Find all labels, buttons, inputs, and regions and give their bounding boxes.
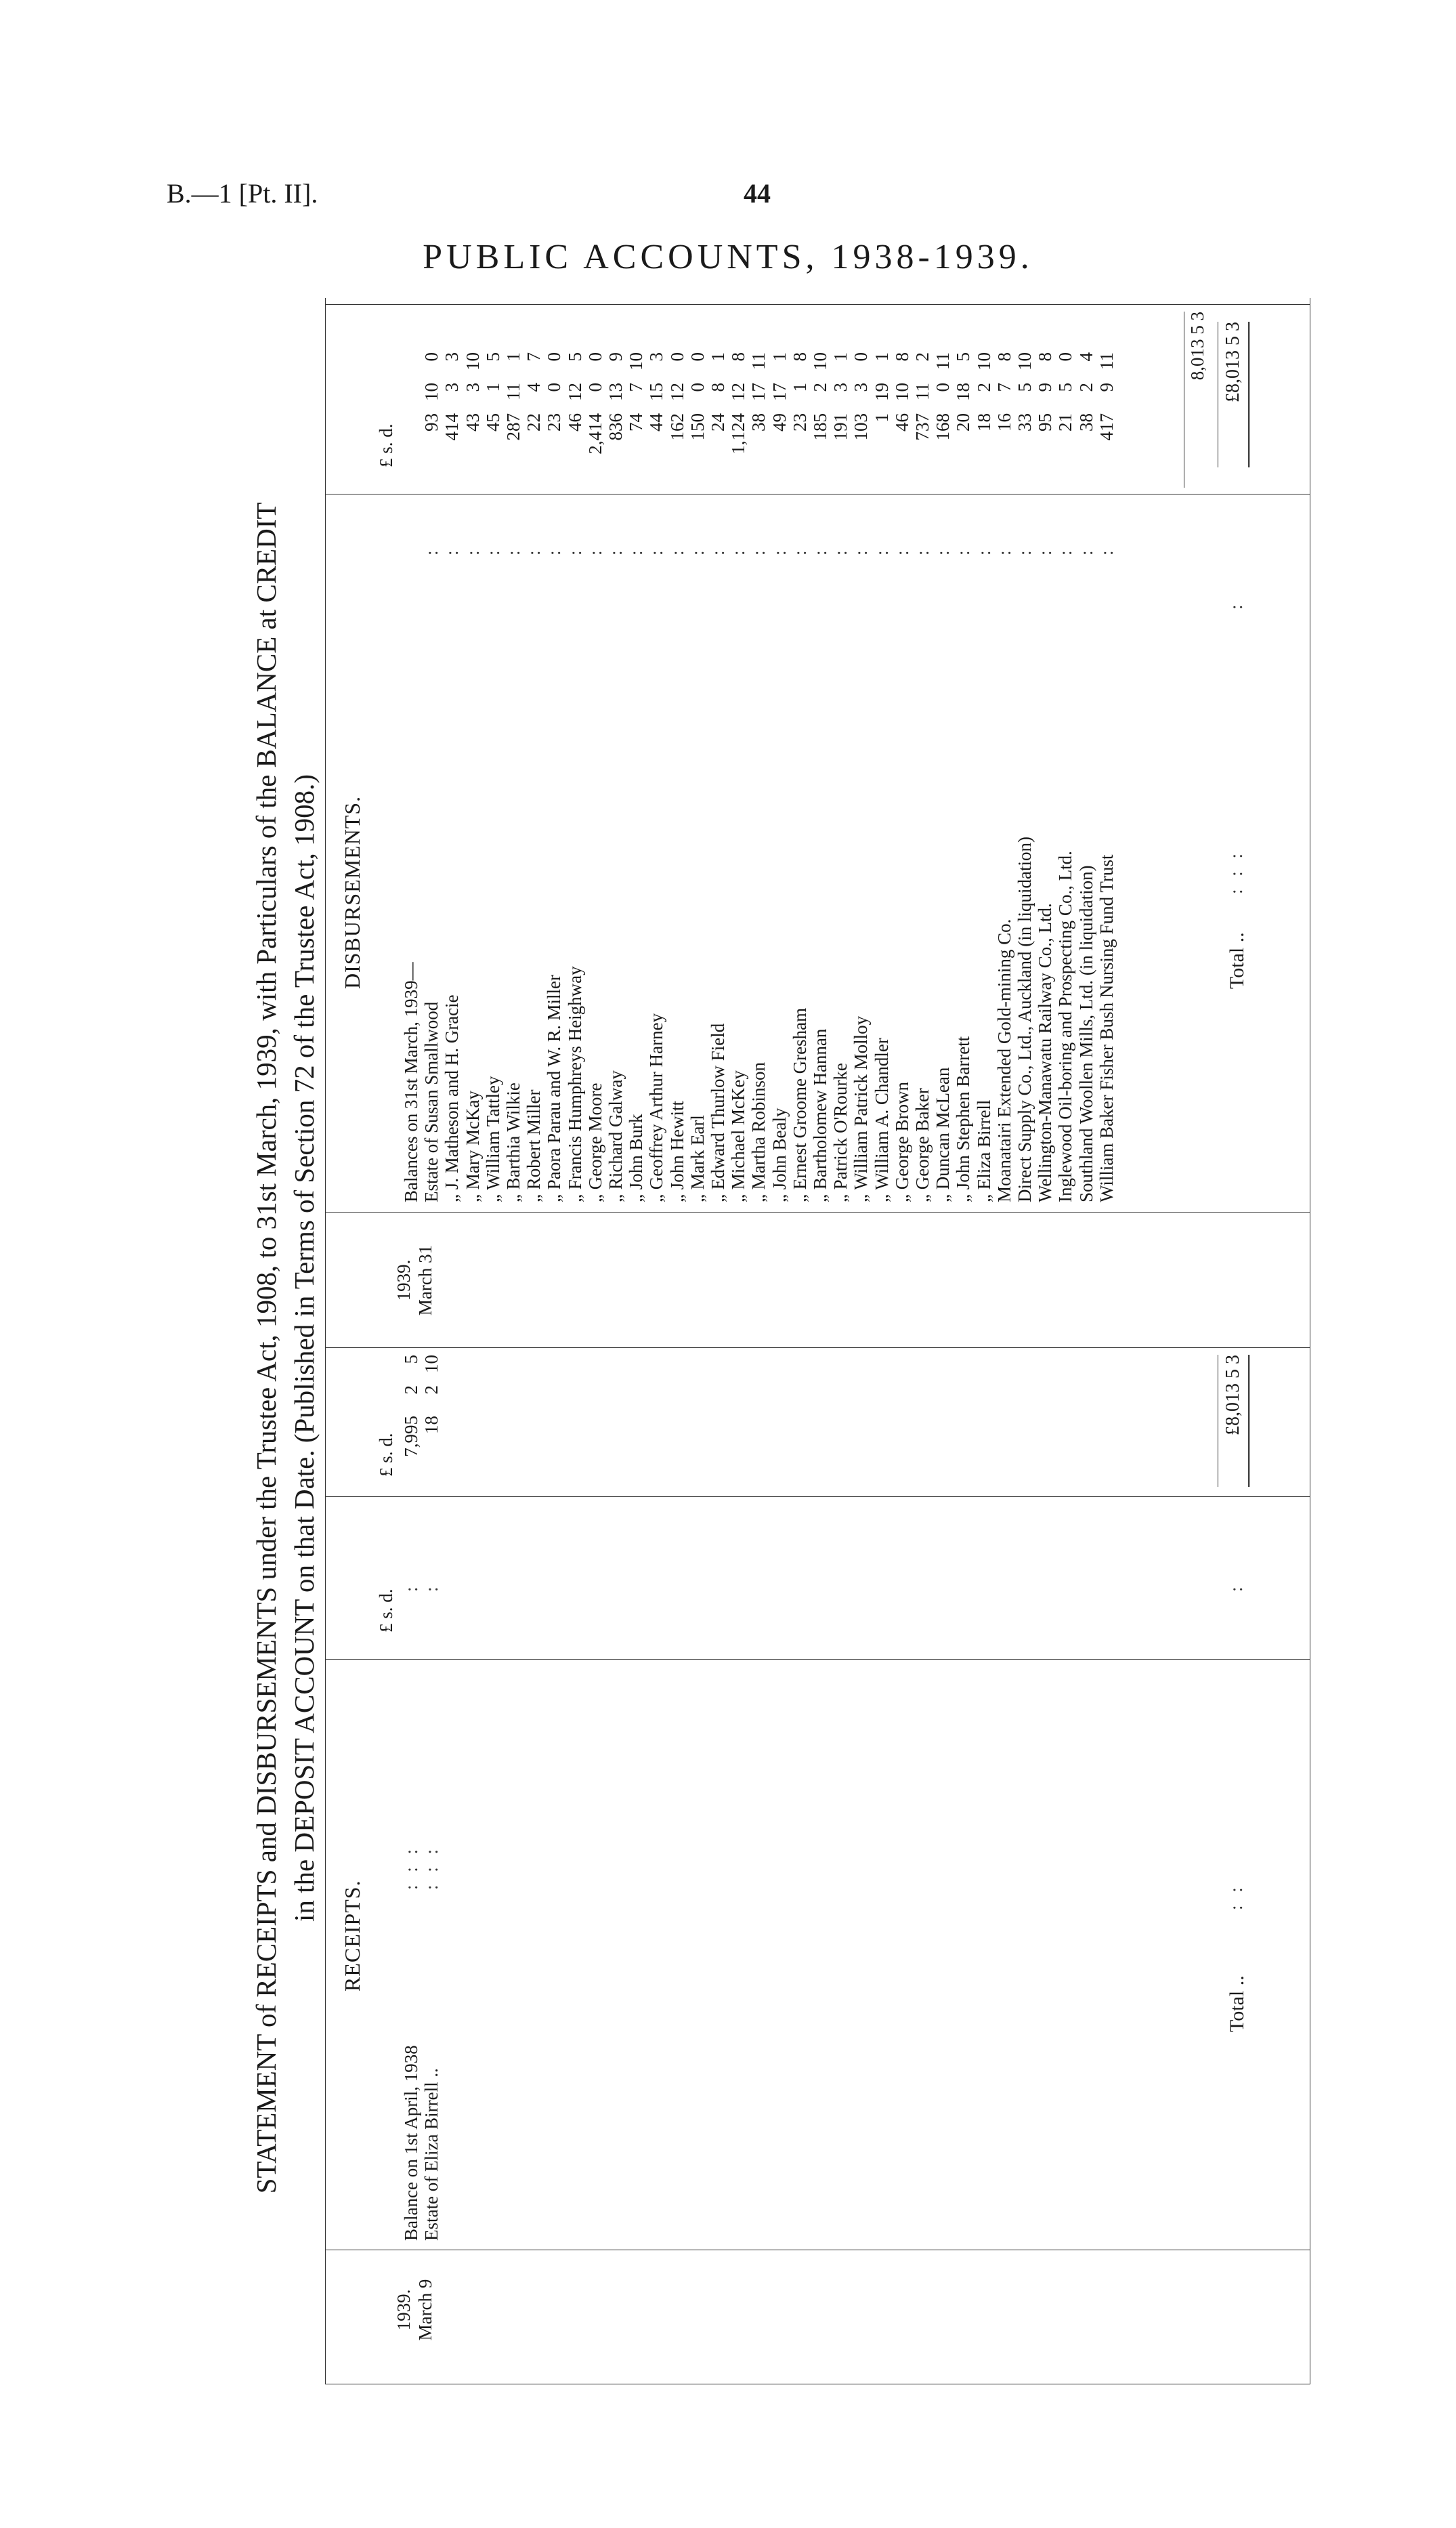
disbursement-row-label: „ John Hewitt [666, 1101, 687, 1202]
disbursement-pounds: 20 [953, 413, 974, 431]
disbursement-pounds: 93 [421, 413, 442, 431]
leader-dots: : [973, 546, 994, 555]
disbursement-shillings: 5 [1014, 383, 1035, 392]
leader-dots: : : : [401, 1845, 421, 1890]
accounts-table [325, 298, 1310, 2384]
leader-dots: : [605, 546, 626, 555]
receipt-pence: 10 [421, 1355, 442, 1373]
leader-dots: : : : [421, 1845, 442, 1890]
disbursement-pounds: 22 [523, 413, 544, 431]
disbursement-shillings: 9 [1096, 383, 1117, 392]
disbursement-pounds: 103 [851, 413, 872, 441]
disbursement-shillings: 2 [810, 383, 830, 392]
leader-dots: : [687, 546, 708, 555]
disbursement-pence: 10 [973, 352, 994, 371]
leader-dots: : : [1226, 1883, 1246, 1910]
disbursement-shillings: 12 [728, 383, 749, 401]
disbursement-row-label: „ Richard Galway [605, 1070, 626, 1202]
disbursement-pounds: 191 [830, 413, 851, 441]
receipts-total-label: Total .. [1226, 1975, 1248, 2032]
leader-dots: : [401, 1582, 421, 1592]
disbursement-pence: 1 [769, 352, 790, 362]
disbursement-pounds: 24 [708, 413, 728, 431]
disbursement-row-label: „ Ernest Groome Gresham [789, 1007, 810, 1202]
leader-dots: : [1035, 546, 1056, 555]
disbursement-pence: 1 [830, 352, 851, 362]
disbursement-shillings: 8 [708, 383, 728, 392]
receipt-row-label: Balance on 1st April, 1938 [401, 2045, 421, 2241]
disbursement-pounds: 150 [687, 413, 708, 441]
disbursement-shillings: 1 [789, 383, 810, 392]
disbursement-pence: 5 [482, 352, 503, 362]
leader-dots: : : : [1226, 849, 1246, 894]
rule [325, 1659, 1310, 1660]
disbursement-pounds: 44 [646, 413, 667, 431]
disbursement-shillings: 7 [993, 383, 1014, 392]
disbursement-pounds: 836 [605, 413, 626, 441]
disbursement-pounds: 168 [933, 413, 954, 441]
leader-dots: : [564, 546, 585, 555]
disbursement-shillings: 11 [912, 383, 933, 400]
disbursement-pounds: 21 [1055, 413, 1076, 431]
disbursement-row-label: „ J. Matheson and H. Gracie [442, 994, 463, 1202]
statement-heading [247, 298, 323, 2398]
disbursement-pounds: 46 [564, 413, 585, 431]
disbursement-pence: 10 [462, 352, 483, 371]
disbursement-pence: 1 [503, 352, 523, 362]
disbursement-row-label: Balances on 31st March, 1939— [401, 962, 421, 1202]
disbursements-subtotal: 8,013 5 3 [1184, 312, 1207, 488]
leader-dots: : [748, 546, 769, 555]
disbursement-pence: 3 [646, 352, 667, 362]
disbursement-pence: 0 [851, 352, 872, 362]
disbursement-pounds: 185 [810, 413, 830, 441]
disbursement-row-label: „ Mary McKay [462, 1091, 483, 1202]
page-title: PUBLIC ACCOUNTS, 1938-1939. [423, 238, 1033, 276]
disbursement-pounds: 38 [748, 413, 769, 431]
receipts-heading: RECEIPTS. [340, 1880, 364, 1992]
leader-dots: : [851, 546, 872, 555]
disbursement-shillings: 3 [830, 383, 851, 392]
disbursement-row-label: Direct Supply Co., Ltd., Auckland (in liquidation) [1014, 837, 1035, 1202]
disbursement-shillings: 7 [626, 383, 647, 392]
disbursements-date-year: 1939. [393, 1259, 414, 1301]
disbursement-row-label: „ Mark Earl [687, 1115, 708, 1202]
disbursement-pounds: 417 [1096, 413, 1117, 441]
disbursement-pence: 0 [584, 352, 605, 362]
statement-line-1: STATEMENT of RECEIPTS and DISBURSEMENTS under the Trustee Act, 1908, to 31st March, 1939, with Particulars of the BALANCE at CREDIT [251, 502, 282, 2194]
disbursement-shillings: 0 [933, 383, 954, 392]
leader-dots: : [482, 546, 503, 555]
receipts-date-year: 1939. [393, 2289, 414, 2331]
receipt-shillings: 2 [401, 1385, 421, 1395]
disbursement-shillings: 12 [666, 383, 687, 401]
leader-dots: : [708, 546, 728, 555]
disbursement-pounds: 49 [769, 413, 790, 431]
page-number: 44 [744, 178, 771, 209]
leader-dots: : [993, 546, 1014, 555]
rule [325, 304, 1310, 305]
leader-dots: : [421, 1582, 442, 1592]
receipt-pounds: 18 [421, 1416, 442, 1434]
disbursement-shillings: 17 [769, 383, 790, 401]
disbursement-pence: 8 [891, 352, 912, 362]
disbursement-pounds: 33 [1014, 413, 1035, 431]
disbursement-shillings: 3 [462, 383, 483, 392]
receipts-inner-lsd-header: £ s. d. [376, 1588, 396, 1632]
receipt-pence: 5 [401, 1355, 421, 1364]
disbursement-shillings: 1 [482, 383, 503, 392]
disbursement-pounds: 18 [973, 413, 994, 431]
leader-dots: : [1226, 1582, 1246, 1592]
disbursement-pence: 8 [789, 352, 810, 362]
leader-dots: : [891, 546, 912, 555]
disbursement-pounds: 162 [666, 413, 687, 441]
disbursement-pence: 2 [912, 352, 933, 362]
disbursement-row-label: „ John Stephen Barrett [953, 1036, 974, 1202]
disbursement-pounds: 414 [442, 413, 463, 441]
disbursement-pence: 10 [1014, 352, 1035, 371]
leader-dots: : [912, 546, 933, 555]
disbursements-date-day: March 31 [415, 1244, 435, 1316]
leader-dots: : [1014, 546, 1035, 555]
disbursement-pence: 8 [993, 352, 1014, 362]
rotated-statement [247, 298, 1392, 2398]
disbursement-shillings: 18 [953, 383, 974, 401]
receipts-lsd-header: £ s. d. [376, 1433, 396, 1477]
disbursement-shillings: 12 [564, 383, 585, 401]
disbursement-pounds: 737 [912, 413, 933, 441]
disbursement-pounds: 16 [993, 413, 1014, 431]
rule [325, 1347, 1310, 1348]
disbursement-pounds: 46 [891, 413, 912, 431]
disbursement-shillings: 11 [503, 383, 523, 400]
leader-dots: : [544, 546, 565, 555]
receipt-row-label: Estate of Eliza Birrell .. [421, 2068, 442, 2241]
disbursement-pounds: 45 [482, 413, 503, 431]
disbursement-pounds: 23 [544, 413, 565, 431]
disbursement-shillings: 15 [646, 383, 667, 401]
disbursement-shillings: 19 [871, 383, 892, 401]
disbursement-row-label: „ George Brown [891, 1082, 912, 1202]
disbursement-shillings: 0 [584, 383, 605, 392]
disbursement-row-label: Moanatairi Extended Gold-mining Co. [993, 919, 1014, 1202]
disbursement-shillings: 0 [687, 383, 708, 392]
disbursement-pence: 0 [666, 352, 687, 362]
receipt-pounds: 7,995 [401, 1416, 421, 1457]
disbursement-row-label: Inglewood Oil-boring and Prospecting Co., Ltd. [1055, 851, 1076, 1202]
receipts-total: £8,013 5 3 [1218, 1355, 1250, 1487]
disbursement-row-label: Southland Woollen Mills, Ltd. (in liquidation) [1075, 865, 1096, 1202]
leader-dots: : [810, 546, 830, 555]
leader-dots: : [1075, 546, 1096, 555]
disbursement-pounds: 74 [626, 413, 647, 431]
disbursement-row-label: Wellington-Manawatu Railway Co., Ltd. [1035, 903, 1056, 1202]
disbursement-row-label: „ William Patrick Molloy [851, 1015, 872, 1202]
disbursement-row-label: William Baker Fisher Bush Nursing Fund Trust [1096, 854, 1117, 1202]
disbursement-shillings: 3 [442, 383, 463, 392]
disbursements-total: £8,013 5 3 [1218, 322, 1250, 467]
disbursements-lsd-header: £ s. d. [376, 423, 396, 467]
disbursement-shillings: 4 [523, 383, 544, 392]
disbursement-pence: 1 [708, 352, 728, 362]
disbursement-pence: 11 [933, 352, 954, 370]
disbursement-pence: 7 [523, 352, 544, 362]
receipt-shillings: 2 [421, 1385, 442, 1395]
disbursement-row-label: „ George Baker [912, 1088, 933, 1202]
disbursement-pence: 10 [810, 352, 830, 371]
disbursement-row-label: „ Francis Humphreys Heighway [564, 966, 585, 1202]
disbursement-shillings: 0 [544, 383, 565, 392]
leader-dots: : [728, 546, 749, 555]
disbursement-pence: 0 [421, 352, 442, 362]
disbursement-row-label: „ Duncan McLean [933, 1067, 954, 1202]
disbursement-pence: 8 [728, 352, 749, 362]
statement-line-2: in the DEPOSIT ACCOUNT on that Date. (Published in Terms of Section 72 of the Trustee Act, 1908.) [288, 774, 320, 1922]
disbursement-pence: 0 [544, 352, 565, 362]
leader-dots: : [626, 546, 647, 555]
disbursements-heading: DISBURSEMENTS. [340, 795, 364, 989]
leader-dots: : [789, 546, 810, 555]
document-reference: B.—1 [Pt. II]. [167, 178, 318, 209]
disbursement-pence: 10 [626, 352, 647, 371]
disbursements-total-label: Total .. [1226, 932, 1248, 989]
disbursement-row-label: „ John Burk [626, 1114, 647, 1202]
leader-dots: : [830, 546, 851, 555]
table-top-rule [325, 298, 326, 2384]
disbursement-pounds: 287 [503, 413, 523, 441]
leader-dots: : [666, 546, 687, 555]
disbursement-row-label: „ Edward Thurlow Field [708, 1023, 728, 1202]
disbursement-row-label: Estate of Susan Smallwood [421, 1001, 442, 1202]
disbursement-row-label: „ George Moore [584, 1082, 605, 1202]
disbursement-row-label: „ Paora Parau and W. R. Miller [544, 975, 565, 1202]
leader-dots: : [953, 546, 974, 555]
disbursement-pounds: 38 [1075, 413, 1096, 431]
disbursement-row-label: „ Martha Robinson [748, 1062, 769, 1202]
leader-dots: : [462, 546, 483, 555]
disbursement-shillings: 3 [851, 383, 872, 392]
disbursement-row-label: „ Bartholomew Hannan [810, 1028, 830, 1202]
disbursement-row-label: „ William Tattley [482, 1076, 503, 1202]
disbursement-shillings: 2 [1075, 383, 1096, 392]
disbursement-row-label: „ John Bealy [769, 1108, 790, 1202]
disbursement-pounds: 23 [789, 413, 810, 431]
disbursement-pence: 5 [953, 352, 974, 362]
disbursement-pounds: 2,414 [584, 413, 605, 455]
leader-dots: : [646, 546, 667, 555]
leader-dots: : [523, 546, 544, 555]
leader-dots: : [871, 546, 892, 555]
disbursement-shillings: 5 [1055, 383, 1076, 392]
disbursement-shillings: 17 [748, 383, 769, 401]
leader-dots: : [933, 546, 954, 555]
leader-dots: : [1055, 546, 1076, 555]
disbursement-pence: 4 [1075, 352, 1096, 362]
disbursement-shillings: 9 [1035, 383, 1056, 392]
disbursement-pence: 8 [1035, 352, 1056, 362]
leader-dots: : [769, 546, 790, 555]
disbursement-row-label: „ Michael McKey [728, 1070, 749, 1202]
disbursement-pence: 11 [1096, 352, 1117, 370]
disbursement-pounds: 1,124 [728, 413, 749, 455]
disbursement-shillings: 10 [421, 383, 442, 401]
disbursement-pence: 1 [871, 352, 892, 362]
disbursement-pence: 5 [564, 352, 585, 362]
leader-dots: : [421, 546, 442, 555]
disbursement-row-label: „ William A. Chandler [871, 1038, 892, 1202]
disbursement-row-label: „ Patrick O'Rourke [830, 1063, 851, 1202]
rule [325, 1496, 1310, 1497]
disbursement-pence: 0 [1055, 352, 1076, 362]
leader-dots: : [1096, 546, 1117, 555]
leader-dots: : [1226, 600, 1246, 610]
disbursement-shillings: 2 [973, 383, 994, 392]
disbursement-row-label: „ Barthia Wilkie [503, 1082, 523, 1202]
disbursements-date [393, 1226, 436, 1334]
receipts-date-day: March 9 [415, 2279, 435, 2341]
leader-dots: : [584, 546, 605, 555]
disbursement-pence: 11 [748, 352, 769, 370]
disbursement-pence: 3 [442, 352, 463, 362]
disbursement-pence: 0 [687, 352, 708, 362]
disbursement-pounds: 95 [1035, 413, 1056, 431]
disbursement-row-label: „ Geoffrey Arthur Harney [646, 1013, 667, 1202]
disbursement-shillings: 13 [605, 383, 626, 401]
disbursement-shillings: 10 [891, 383, 912, 401]
disbursement-pounds: 43 [462, 413, 483, 431]
receipts-date [393, 2262, 436, 2357]
disbursement-row-label: „ Eliza Birrell [973, 1099, 994, 1202]
disbursement-pence: 9 [605, 352, 626, 362]
disbursement-row-label: „ Robert Miller [523, 1089, 544, 1202]
disbursement-pounds: 1 [871, 413, 892, 423]
rule [325, 1212, 1310, 1213]
leader-dots: : [503, 546, 523, 555]
leader-dots: : [442, 546, 463, 555]
